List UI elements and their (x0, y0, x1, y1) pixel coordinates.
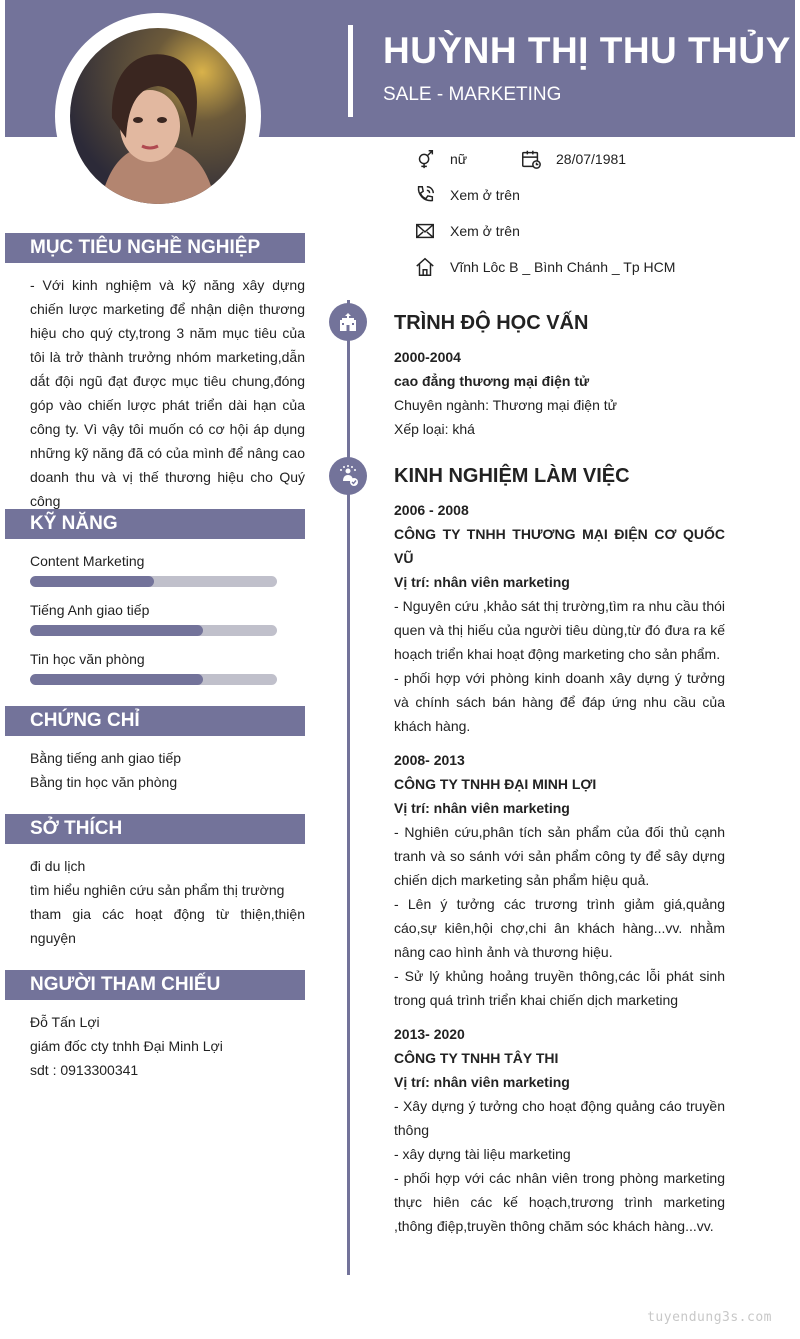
experience-heading: KINH NGHIỆM LÀM VIỆC (394, 465, 630, 487)
candidate-name: HUỲNH THỊ THU THỦY (383, 30, 791, 71)
birthdate-value: 28/07/1981 (556, 151, 627, 167)
education-major: Chuyên ngành: Thương mại điện tử (394, 397, 618, 413)
job-position: Vị trí: nhân viên marketing (394, 800, 570, 816)
avatar (70, 28, 246, 204)
watermark: tuyendung3s.com (647, 1310, 772, 1325)
reference-item: Đỗ Tấn Lợi (30, 1014, 100, 1030)
contact-birthdate (520, 148, 626, 170)
job-duty: - Xây dựng ý tưởng cho hoạt động quảng cáo truyền thông (394, 1098, 725, 1138)
skill-label: Content Marketing (30, 553, 145, 569)
gender-value: nữ (450, 151, 468, 167)
email-value: Xem ở trên (450, 223, 520, 239)
reference-item: sdt : 0913300341 (30, 1062, 139, 1078)
header-divider (348, 25, 353, 117)
education-school: cao đẳng thương mại điện tử (394, 373, 590, 389)
contact-phone (414, 184, 520, 206)
address-value: Vĩnh Lôc B _ Bình Chánh _ Tp HCM (450, 259, 676, 275)
gender-icon (414, 148, 436, 170)
team-badge-icon (329, 457, 367, 495)
hobbies-heading: SỞ THÍCH (5, 814, 305, 844)
home-icon (414, 256, 436, 278)
job-position: Vị trí: nhân viên marketing (394, 1074, 570, 1090)
job-duty: - phối hợp với các nhân viên trong phòng marketing thực hiên các kế hoạch,trương trình marketing ,thông điệp,truyền thông chăm sóc khách hàng...vv. (394, 1170, 725, 1234)
skills-heading: KỸ NĂNG (5, 509, 305, 539)
contact-gender (414, 148, 467, 170)
job-duty: - xây dựng tài liệu marketing (394, 1146, 571, 1162)
skill-label: Tin học văn phòng (30, 651, 145, 667)
skill-bar (30, 625, 277, 636)
education-grade: Xếp loại: khá (394, 421, 475, 437)
certificate-item: Bằng tin học văn phòng (30, 774, 178, 790)
skill-bar (30, 576, 277, 587)
job-period: 2013- 2020 (394, 1026, 465, 1042)
job-company: CÔNG TY TNHH THƯƠNG MẠI ĐIỆN CƠ QUỐC VŨ (394, 526, 725, 566)
job-duty: - Lên ý tưởng các trương trình giảm giá,quảng cáo,sự kiên,hội chợ,chi ân khách hàng...vv. nhằm nâng cao hình ảnh và thương hiệu. (394, 896, 725, 960)
job-duty: - Nghiên cứu,phân tích sản phẩm của đối thủ cạnh tranh và so sánh với sản phẩm công ty để sây dựng chiến dịch marketing sản phẩm hiệu quả. (394, 824, 725, 888)
certificates-heading: CHỨNG CHỈ (5, 706, 305, 736)
skill-fill (30, 625, 203, 636)
certificates-list (30, 746, 305, 794)
skill-bar (30, 674, 277, 685)
hobby-item: tìm hiểu nghiên cứu sản phẩm thị trường (30, 882, 285, 898)
job-position: Vị trí: nhân viên marketing (394, 574, 570, 590)
timeline-line (347, 300, 350, 1275)
reference-item: giám đốc cty tnhh Đại Minh Lợi (30, 1038, 223, 1054)
objective-text: - Với kinh nghiệm và kỹ năng xây dựng chiến lược marketing để nhận diện thương hiệu cho quý cty,trong 3 năm mục tiêu của tôi là trở thành trưởng nhóm marketing,dẫn dắt đội ngũ đạt được mục tiêu chung,đóng góp vào chiến lược phát triển dài hạn của công ty. Vì vậy tôi muốn có cơ hội áp dụng những kỹ năng đã có của mình để nâng cao doanh thu và vị thế thương hiệu cho Quý công (30, 277, 305, 509)
hobby-item: đi du lịch (30, 858, 86, 874)
job-company: CÔNG TY TNHH ĐẠI MINH LỢI (394, 776, 597, 792)
skill-fill (30, 576, 154, 587)
job-duty: - Sử lý khủng hoảng truyền thông,các lỗi phát sinh trong quá trình triển khai chiến dịch marketing (394, 968, 725, 1008)
education-period: 2000-2004 (394, 349, 461, 365)
hobby-item: tham gia các hoạt động từ thiện,thiện nguyện (30, 906, 305, 946)
phone-value: Xem ở trên (450, 187, 520, 203)
mail-icon (414, 220, 436, 242)
job-block (394, 1022, 725, 1238)
job-block (394, 498, 725, 738)
job-period: 2006 - 2008 (394, 502, 469, 518)
education-heading: TRÌNH ĐỘ HỌC VẤN (394, 312, 589, 334)
references-heading: NGƯỜI THAM CHIẾU (5, 970, 305, 1000)
job-duty: - phối hợp với phòng kinh doanh xây dựng ý tưởng và chính sách bán hàng để đáp ứng nhu cầu của khách hàng. (394, 670, 725, 734)
job-block (394, 748, 725, 1012)
skill-label: Tiếng Anh giao tiếp (30, 602, 150, 618)
certificate-item: Bằng tiếng anh giao tiếp (30, 750, 182, 766)
hobbies-list (30, 854, 305, 950)
job-period: 2008- 2013 (394, 752, 465, 768)
objective-heading: MỤC TIÊU NGHỀ NGHIỆP (5, 233, 305, 263)
calendar-icon (520, 148, 542, 170)
contact-address (414, 256, 675, 278)
phone-icon (414, 184, 436, 206)
references-list (30, 1010, 305, 1082)
candidate-title: SALE - MARKETING (383, 84, 562, 105)
job-duty: - Nguyên cứu ,khảo sát thị trường,tìm ra nhu cầu thói quen và thị hiếu của người tiêu dùng,từ đó đưa ra kế hoạch triển khai hoạt động marketing cho sản phẩm. (394, 598, 725, 662)
job-company: CÔNG TY TNHH TÂY THI (394, 1050, 559, 1066)
school-icon (329, 303, 367, 341)
skill-fill (30, 674, 203, 685)
education-block (394, 345, 725, 441)
contact-email (414, 220, 520, 242)
